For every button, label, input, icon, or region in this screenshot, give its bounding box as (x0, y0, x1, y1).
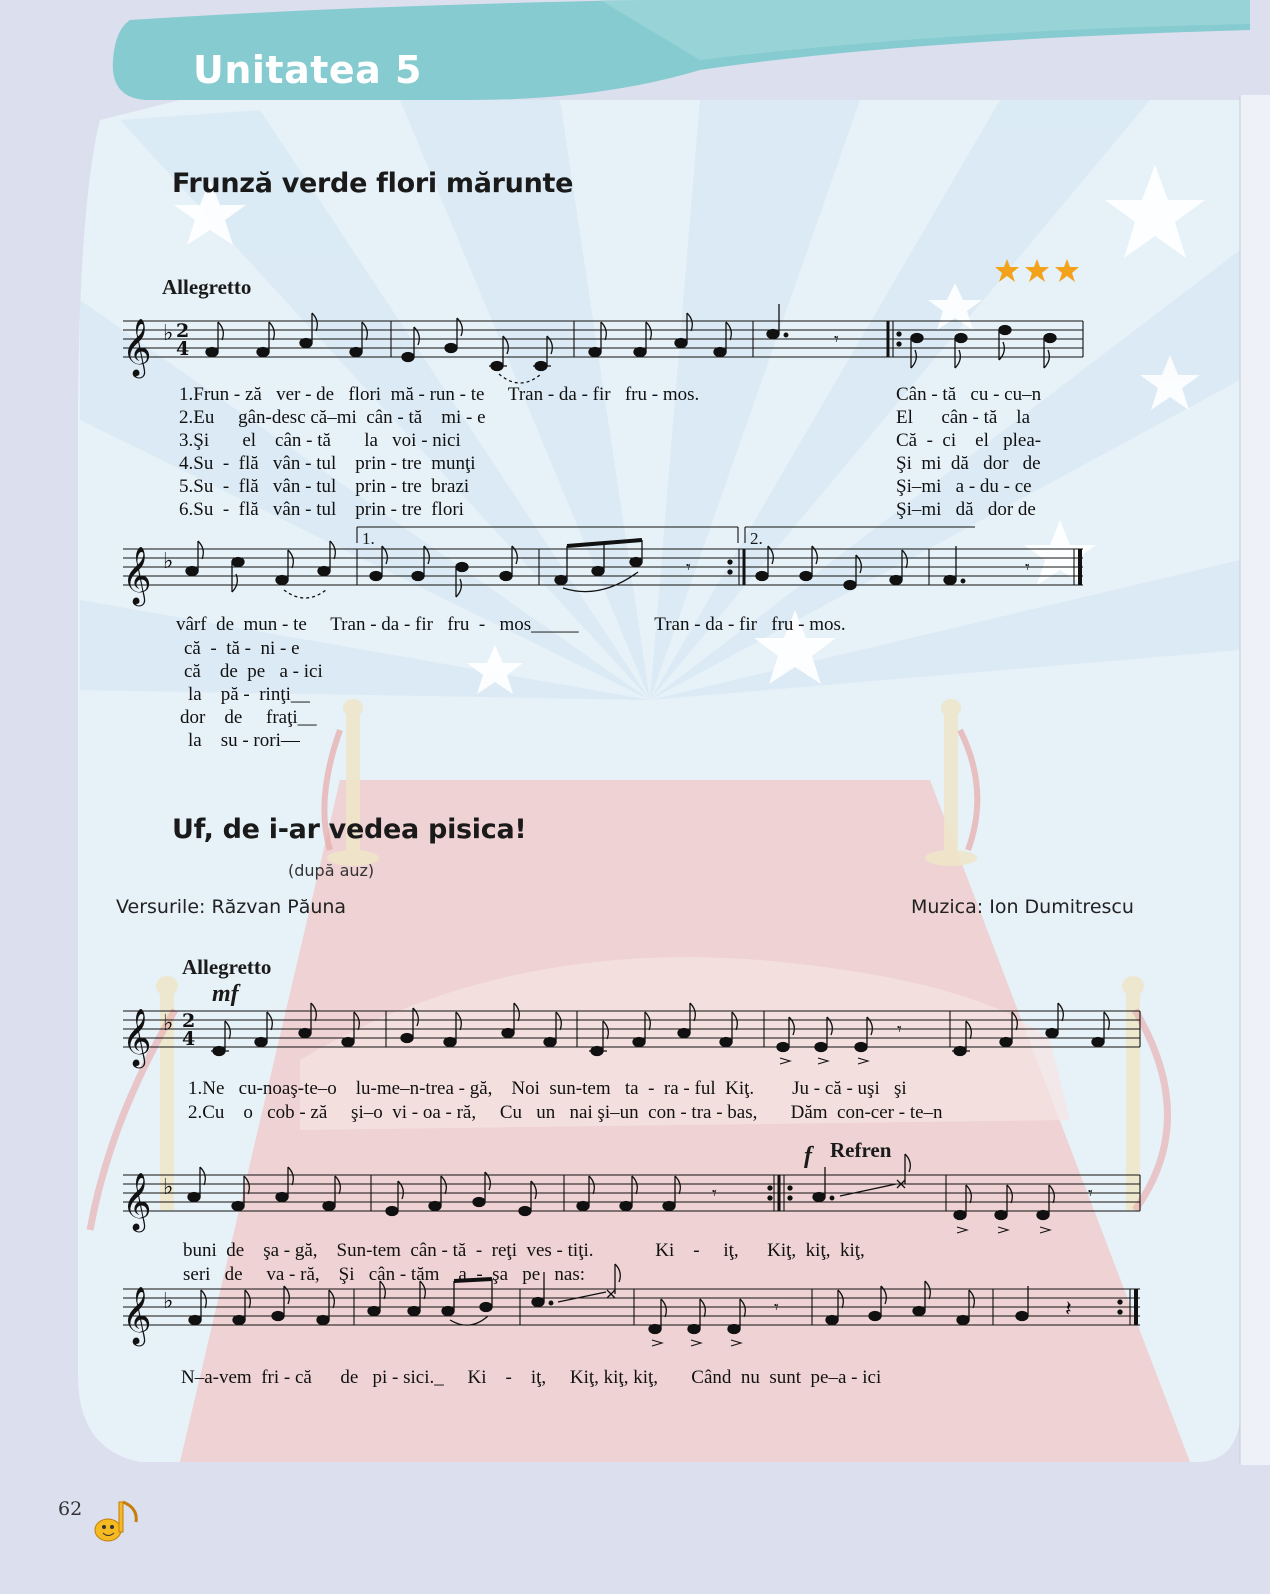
verse-line: seri de va - ră, Şi cân - tăm a - şa pe nas: (183, 1264, 586, 1285)
svg-text:𝄾: 𝄾 (1088, 1183, 1093, 1204)
verse-line: că - tă - ni - e (184, 638, 300, 659)
svg-text:𝄞: 𝄞 (122, 1172, 152, 1230)
verse-line: 5.Su - flă vân - tul prin - tre brazi (179, 476, 470, 497)
verse-end: Şi–mi a - du - ce (896, 476, 1032, 497)
song1-tempo: Allegretto (162, 275, 252, 299)
staff-3 (123, 1011, 1140, 1047)
svg-text:𝄾: 𝄾 (897, 1019, 902, 1040)
song1-line2-lyric: vârf de mun - te Tran - da - fir fru - mos_____ Tran - da - fir fru - mos. (176, 614, 846, 635)
svg-text:♭: ♭ (163, 321, 174, 346)
svg-text:𝄾: 𝄾 (712, 1183, 717, 1204)
svg-text:𝄞: 𝄞 (122, 318, 152, 376)
svg-text:𝄾: 𝄾 (1025, 557, 1030, 578)
verse-line: 1.Ne cu-noaş-te–o lu-me–n-trea - gă, Noi sun-tem ta - ra - ful Kiţ. Ju - că - uşi şi (188, 1078, 907, 1099)
verse-line: la pă - rinţi__ (188, 684, 310, 705)
verse-line: buni de şa - gă, Sun-tem cân - tă - reţi ves - tiţi. Ki - iţ, Kiţ, kiţ, kiţ, (183, 1240, 865, 1261)
song1-title: Frunză verde flori mărunte (172, 168, 574, 199)
staff-3-notes (211, 1003, 1109, 1064)
unit-title: Unitatea 5 (193, 48, 422, 92)
svg-text:♭: ♭ (163, 1011, 174, 1036)
lyrics-credit: Versurile: Răzvan Păuna (116, 896, 347, 918)
verse-line: 2.Eu gân-desc că–mi cân - tă mi - e (179, 407, 486, 428)
svg-text:♭: ♭ (163, 549, 174, 574)
verse-line: 1.Frun - ză ver - de flori mă - run - te Tran - da - fir fru - mos. (179, 384, 700, 405)
dynamic-f: f (804, 1143, 812, 1169)
refrain-label: Refren (830, 1138, 892, 1162)
svg-text:♭: ♭ (163, 1289, 174, 1314)
volta-2: 2. (750, 529, 763, 548)
staff-2 (123, 527, 1083, 585)
svg-text:𝄾: 𝄾 (686, 557, 691, 578)
music-credit: Muzica: Ion Dumitrescu (911, 896, 1134, 918)
svg-text:♭: ♭ (163, 1175, 174, 1200)
verse-line: 3.Şi el cân - tă la voi - nici (179, 430, 461, 451)
verse-line: 4.Su - flă vân - tul prin - tre munţi (179, 453, 476, 474)
verse-line: dor de fraţi__ (180, 707, 317, 728)
verse-line: 2.Cu o cob - ză şi–o vi - oa - ră, Cu un nai şi–un con - tra - bas, Dăm con-cer - te–n (188, 1102, 943, 1123)
svg-text:4: 4 (182, 1028, 196, 1050)
song2-line3-lyric: N–a-vem fri - că de pi - sici._ Ki - iţ, Kiţ, kiţ, kiţ, Când nu sunt pe–a - ici (181, 1367, 882, 1388)
svg-text:𝄾: 𝄾 (834, 329, 839, 350)
verse-line: 6.Su - flă vân - tul prin - tre flori (179, 499, 464, 520)
verse-end: Şi mi dă dor de (896, 453, 1041, 474)
dynamic-mf: mf (212, 981, 239, 1007)
verse-end: Că - ci el plea- (896, 430, 1042, 451)
staff-1-notes (206, 304, 1056, 383)
verse-end: El cân - tă la (896, 407, 1031, 428)
svg-text:𝄞: 𝄞 (122, 1008, 152, 1066)
svg-text:𝄞: 𝄞 (122, 1286, 152, 1344)
svg-text:4: 4 (176, 338, 190, 360)
song2-tempo: Allegretto (182, 955, 272, 979)
song2-title: Uf, de i-ar vedea pisica! (172, 814, 527, 845)
volta-1: 1. (362, 529, 375, 548)
music-note-mascot-icon (88, 1496, 146, 1546)
svg-text:𝄞: 𝄞 (122, 546, 152, 604)
song2-subtitle: (după auz) (288, 861, 375, 880)
verse-end: Şi–mi dă dor de (896, 499, 1036, 520)
svg-text:2: 2 (176, 320, 190, 342)
page-number: 62 (58, 1498, 83, 1520)
svg-text:2: 2 (182, 1010, 196, 1032)
verse-end: Cân - tă cu - cu–n (896, 384, 1042, 405)
verse-line: la su - rori— (188, 730, 300, 751)
verse-line: că de pe a - ici (184, 661, 323, 682)
svg-text:𝄽: 𝄽 (1065, 1297, 1072, 1322)
svg-text:𝄾: 𝄾 (774, 1297, 779, 1318)
